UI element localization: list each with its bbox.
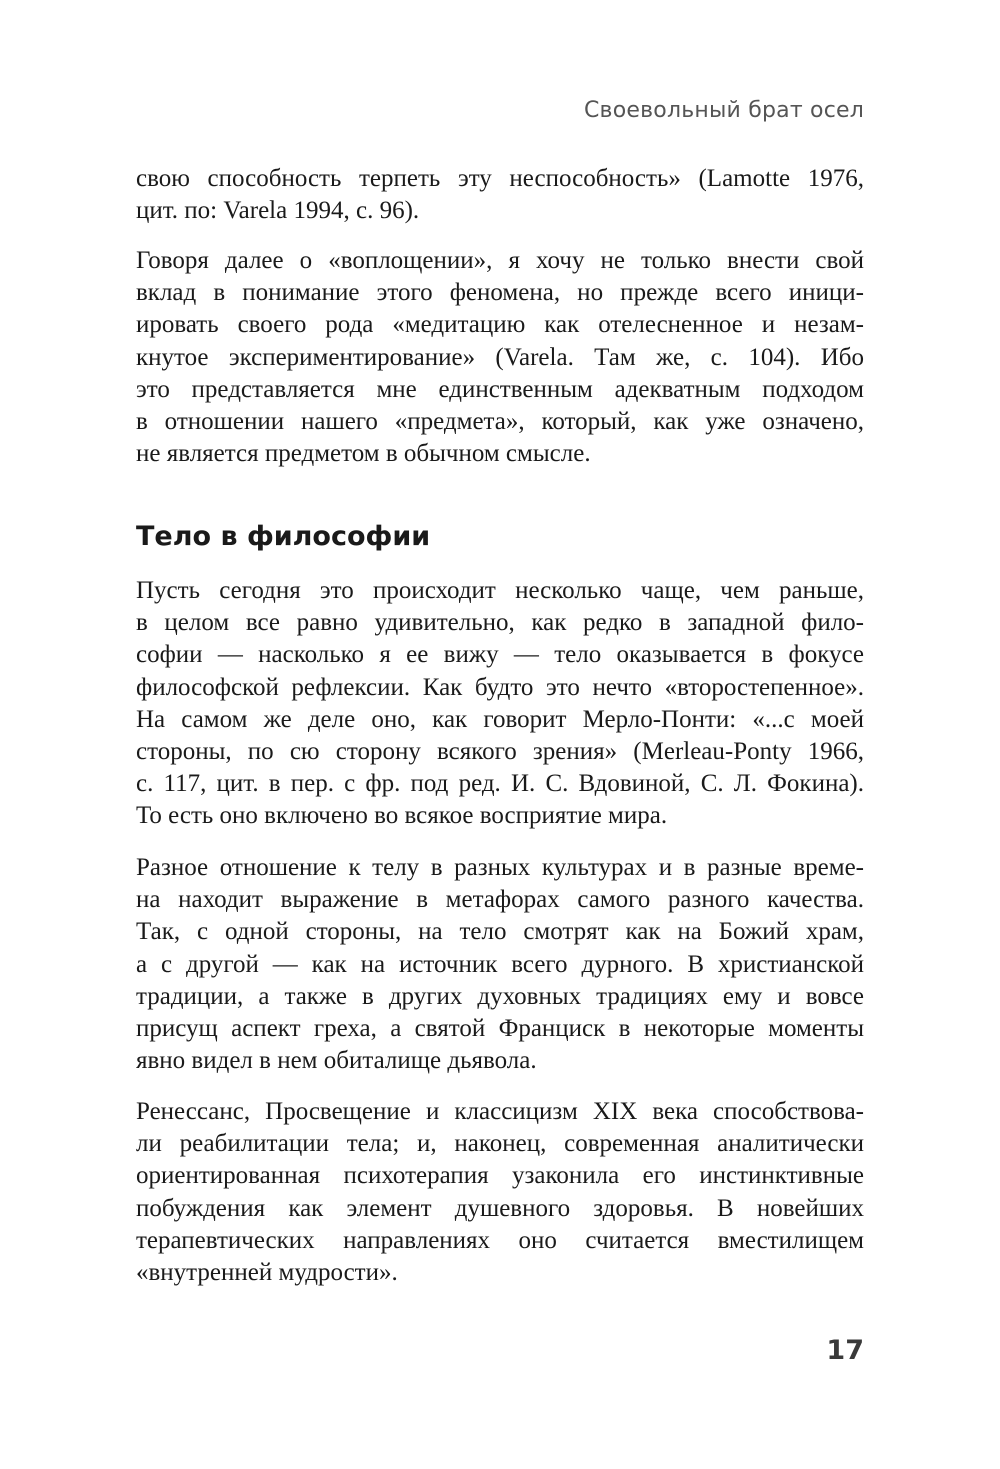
text-line: в отношении нашего «предмета», который, как уже означено, xyxy=(136,407,864,435)
text-line: с. 117, цит. в пер. с фр. под ред. И. С. Вдовиной, С. Л. Фокина). xyxy=(136,770,864,798)
text-line: побуждения как элемент душевного здоровья. В новейших xyxy=(136,1194,864,1222)
text-line: стороны, по сю сторону всякого зрения» (Merleau-Ponty 1966, xyxy=(136,737,864,765)
paragraph-2 xyxy=(136,245,864,470)
text-line: цит. по: Varela 1994, с. 96). xyxy=(136,197,420,225)
paragraph-1 xyxy=(136,163,864,227)
text-line: свою способность терпеть эту неспособность» (Lamotte 1976, xyxy=(136,165,864,192)
text-line: ли реабилитации тела; и, наконец, современная аналитически xyxy=(136,1130,864,1158)
text-line: На самом же деле оно, как говорит Мерло-Понти: «...с моей xyxy=(136,705,864,733)
text-line: То есть оно включено во всякое восприятие мира. xyxy=(136,802,668,830)
text-line: традиции, а также в других духовных традициях ему и вовсе xyxy=(136,982,864,1010)
text-line: философской рефлексии. Как будто это нечто «второстепенное». xyxy=(136,673,864,701)
section-heading: Тело в философии xyxy=(136,521,431,552)
text-line: это представляется мне единственным адекватным подходом xyxy=(136,375,864,403)
text-line: Пусть сегодня это происходит несколько чаще, чем раньше, xyxy=(136,577,864,604)
page-number: 17 xyxy=(826,1335,864,1366)
text-line: ировать своего рода «медитацию как отелесненное и незам- xyxy=(136,311,864,339)
section-paragraph-1 xyxy=(136,575,864,833)
text-line: не является предметом в обычном смысле. xyxy=(136,440,591,468)
text-line: Так, с одной стороны, на тело смотрят как на Божий храм, xyxy=(136,918,864,946)
text-line: присущ аспект греха, а святой Франциск в некоторые моменты xyxy=(136,1014,864,1042)
text-line: на находит выражение в метафорах самого разного качества. xyxy=(136,886,864,914)
text-line: терапевтических направлениях оно считается вместилищем xyxy=(136,1226,864,1254)
running-head: Своевольный брат осел xyxy=(584,98,864,123)
text-line: а с другой — как на источник всего дурного. В христианской xyxy=(136,950,864,978)
text-line: Разное отношение к телу в разных культурах и в разные време- xyxy=(136,854,864,881)
text-line: вклад в понимание этого феномена, но прежде всего иници- xyxy=(136,279,864,307)
text-line: Говоря далее о «воплощении», я хочу не только внести свой xyxy=(136,247,864,274)
text-line: кнутое экспериментирование» (Varela. Там же, с. 104). Ибо xyxy=(136,343,864,371)
section-paragraph-3 xyxy=(136,1096,864,1289)
text-line: софии — насколько я ее вижу — тело оказывается в фокусе xyxy=(136,641,864,669)
text-line: явно видел в нем обиталище дьявола. xyxy=(136,1047,537,1075)
text-line: Ренессанс, Просвещение и классицизм XIX века способствова- xyxy=(136,1098,864,1125)
text-line: ориентированная психотерапия узаконила его инстинктивные xyxy=(136,1162,864,1190)
text-line: в целом все равно удивительно, как редко в западной фило- xyxy=(136,609,864,637)
section-paragraph-2 xyxy=(136,852,864,1077)
text-line: «внутренней мудрости». xyxy=(136,1258,398,1286)
